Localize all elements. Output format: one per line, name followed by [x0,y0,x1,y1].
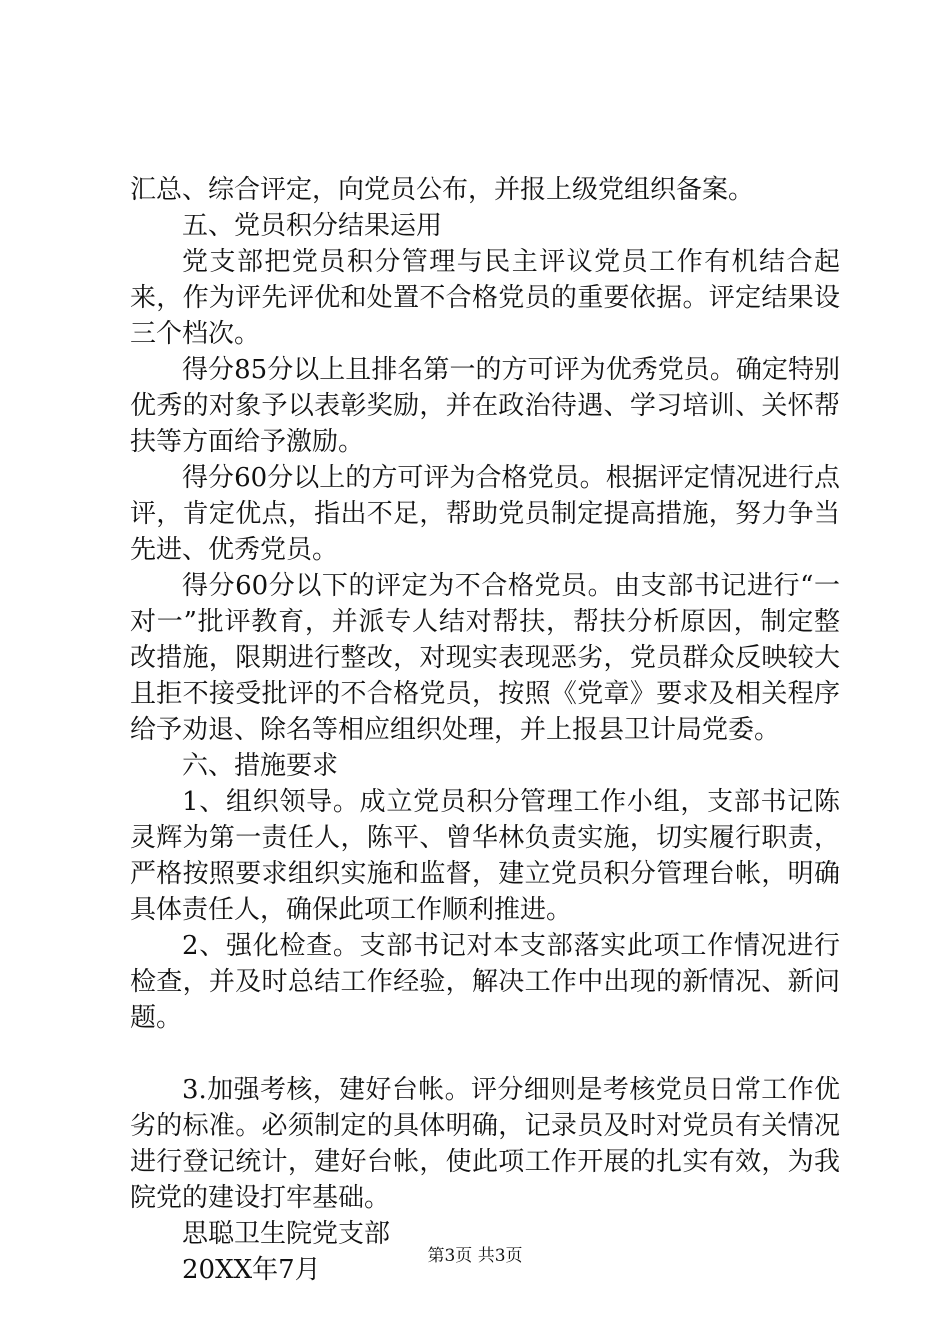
page-footer: 第3页 共3页 [427,1246,523,1266]
document-body [130,172,840,1288]
paragraph-inspection: 2、强化检查。支部书记对本支部落实此项工作情况进行检查，并及时总结工作经验，解决工作中出现的新情况、新问题。 [130,931,840,1033]
paragraph-qualified-grade: 得分60分以上的方可评为合格党员。根据评定情况进行点评，肯定优点，指出不足，帮助党员制定提高措施，努力争当先进、优秀党员。 [130,463,840,565]
blank-line [130,1036,840,1072]
section-heading-measures: 六、措施要求 [182,751,339,781]
paragraph-unqualified-grade: 得分60分以下的评定为不合格党员。由支部书记进行“一对一”批评教育，并派专人结对帮扶，帮扶分析原因，制定整改措施，限期进行整改，对现实表现恶劣，党员群众反映较大且拒不接受批评的不合格党员，按照《党章》要求及相关程序给予劝退、除名等相应组织处理，并上报县卫计局党委。 [130,571,840,745]
signature-date: 20XX年7月 [182,1255,321,1285]
paragraph-assessment: 3.加强考核，建好台帐。评分细则是考核党员日常工作优劣的标准。必须制定的具体明确，记录员及时对党员有关情况进行登记统计，建好台帐，使此项工作开展的扎实有效，为我院党的建设打牢基础。 [130,1075,840,1213]
paragraph-excellent-grade: 得分85分以上且排名第一的方可评为优秀党员。确定特别优秀的对象予以表彰奖励，并在政治待遇、学习培训、关怀帮扶等方面给予激励。 [130,355,840,457]
paragraph-results-intro: 党支部把党员积分管理与民主评议党员工作有机结合起来，作为评先评优和处置不合格党员的重要依据。评定结果设三个档次。 [130,247,840,349]
section-heading-results: 五、党员积分结果运用 [182,211,443,241]
paragraph-organization: 1、组织领导。成立党员积分管理工作小组，支部书记陈灵辉为第一责任人，陈平、曾华林负责实施，切实履行职责，严格按照要求组织实施和监督，建立党员积分管理台帐，明确具体责任人，确保此项工作顺利推进。 [130,787,840,925]
signature-organization: 思聪卫生院党支部 [182,1219,391,1249]
paragraph-summary-tail: 汇总、综合评定，向党员公布，并报上级党组织备案。 [130,175,755,205]
